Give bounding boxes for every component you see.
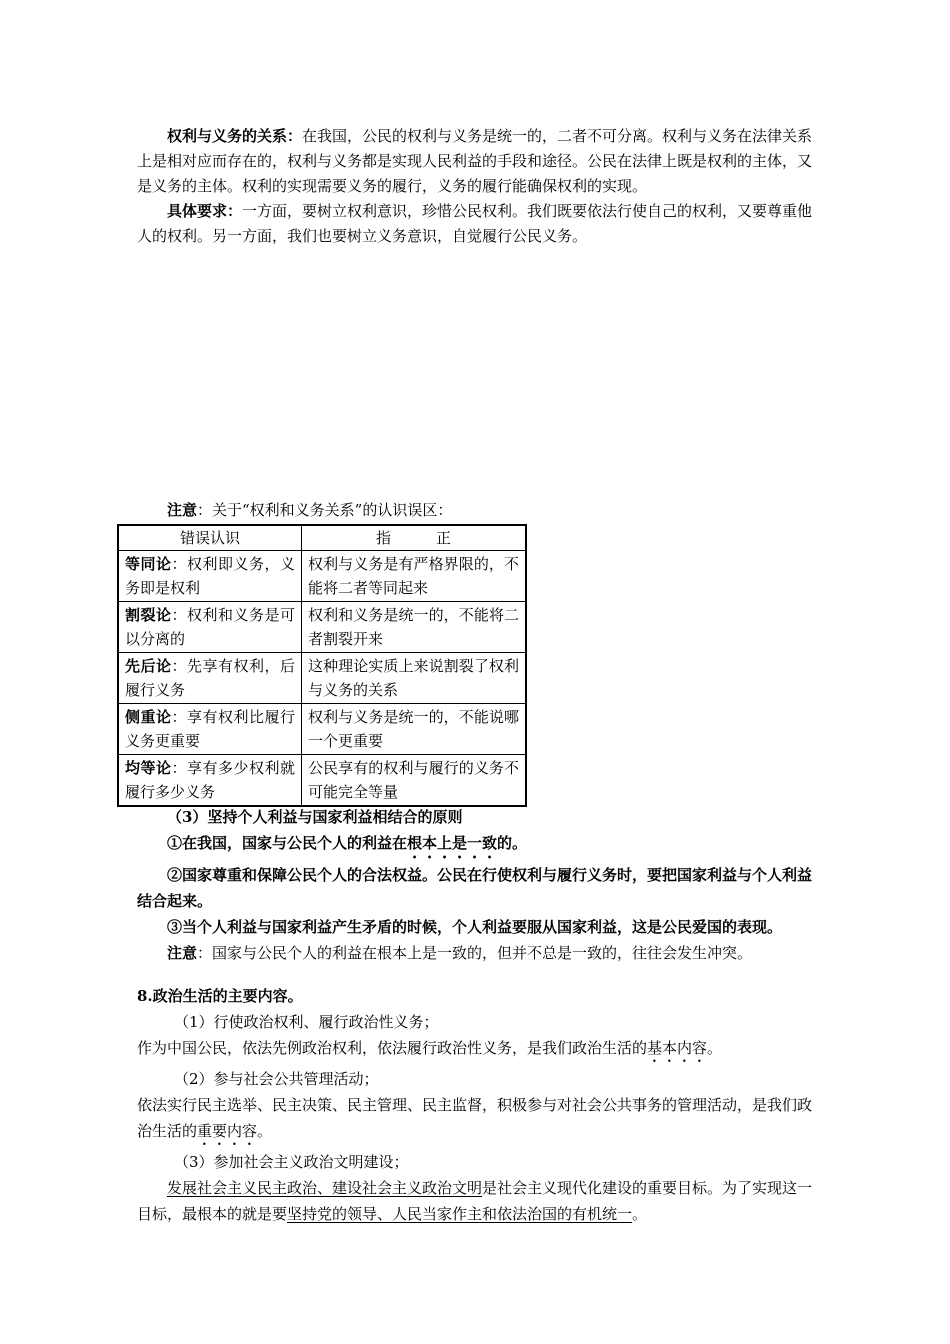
s2-a: 依法实行民主选举、民主决策、民主管理、民主监督，积极参与对社会公共事务的管理活动，是我们政治生活的 xyxy=(137,1096,813,1140)
cell-wrong xyxy=(118,755,302,807)
term-label: 均等论 xyxy=(125,759,172,777)
wrong-text: ：享有多少权利就履行多少义务 xyxy=(125,759,295,801)
table-header-row xyxy=(118,525,526,551)
politics-s3-title: （3）参加社会主义政治文明建设； xyxy=(174,1153,409,1171)
wrong-text: ：权利和义务是可以分离的 xyxy=(125,606,295,648)
section-political-life xyxy=(137,983,815,1227)
principle-item-1 xyxy=(137,830,815,862)
principle-item-2 xyxy=(137,862,815,914)
note-intro-label: 注意 xyxy=(167,501,198,519)
wrong-text: ：享有权利比履行义务更重要 xyxy=(125,708,295,750)
cell-correct: 权利与义务是统一的，不能说哪一个更重要 xyxy=(302,704,527,755)
cell-wrong xyxy=(118,704,302,755)
cell-correct: 这种理论实质上来说割裂了权利与义务的关系 xyxy=(302,653,527,704)
principle-heading-text: （3）坚持个人利益与国家利益相结合的原则 xyxy=(167,808,463,826)
term-label: 等同论 xyxy=(125,555,172,573)
cell-wrong xyxy=(118,551,302,602)
s3-underline-1: 发展社会主义民主政治、建设社会主义政治文明 xyxy=(167,1179,483,1197)
label-relationship: 权利与义务的关系： xyxy=(167,127,303,145)
cell-correct: 权利与义务是有严格界限的，不能将二者等同起来 xyxy=(302,551,527,602)
politics-heading-text: 8.政治生活的主要内容。 xyxy=(137,987,303,1005)
term-label: 侧重论 xyxy=(125,708,172,726)
politics-s2-title: （2）参与社会公共管理活动； xyxy=(174,1070,379,1088)
principle-note-text: ：国家与公民个人的利益在根本上是一致的，但并不总是一致的，往往会发生冲突。 xyxy=(197,944,753,962)
note-intro-text: ：关于“权利和义务关系”的认识误区： xyxy=(197,501,453,519)
s3-d: 。 xyxy=(632,1205,648,1223)
politics-s2-body xyxy=(137,1092,815,1149)
term-label: 割裂论 xyxy=(125,606,172,624)
cell-correct: 公民享有的权利与履行的义务不可能完全等量 xyxy=(302,755,527,807)
principle-item-3 xyxy=(137,914,815,940)
cell-correct: 权利和义务是统一的，不能将二者割裂开来 xyxy=(302,602,527,653)
text-relationship: 在我国，公民的权利与义务是统一的，二者不可分离。权利与义务在法律关系上是相对应而存在的，权利与义务都是实现人民利益的手段和途径。公民在法律上既是权利的主体，又是义务的主体。权利的实现需要义务的履行，义务的履行能确保权利的实现。 xyxy=(137,127,813,195)
s3-underline-2: 坚持党的领导、人民当家作主和依法治国的有机统一 xyxy=(287,1205,633,1223)
wrong-text: ：先享有权利，后履行义务 xyxy=(125,657,295,699)
s1-emphasis: 基本内容 xyxy=(647,1039,708,1057)
section-principle xyxy=(137,804,815,966)
s2-emphasis: 重要内容 xyxy=(197,1122,258,1140)
principle-note xyxy=(137,940,815,966)
cell-wrong xyxy=(118,602,302,653)
item1-a: ①在我国，国家与公民个人的利益在 xyxy=(167,834,408,852)
table-row xyxy=(118,755,526,807)
politics-s1-body xyxy=(137,1035,815,1066)
item1-c: 的。 xyxy=(497,834,528,852)
paragraph-requirements xyxy=(137,199,815,249)
table-header-wrong: 错误认识 xyxy=(118,525,302,551)
politics-heading xyxy=(137,983,815,1009)
misconception-table xyxy=(117,524,527,807)
label-requirements: 具体要求： xyxy=(167,202,243,220)
s2-c: 。 xyxy=(257,1122,273,1140)
section-rights-duties xyxy=(137,124,815,249)
item1-emphasis: 根本上是一致 xyxy=(407,834,498,852)
cell-wrong xyxy=(118,653,302,704)
item2-text: ②国家尊重和保障公民个人的合法权益。公民在行使权利与履行义务时，要把国家利益与个人利益结合起来。 xyxy=(137,866,813,910)
term-label: 先后论 xyxy=(125,657,172,675)
text-requirements: 一方面，要树立权利意识，珍惜公民权利。我们既要依法行使自己的权利，又要尊重他人的权利。另一方面，我们也要树立义务意识，自觉履行公民义务。 xyxy=(137,202,813,245)
item3-text: ③当个人利益与国家利益产生矛盾的时候，个人利益要服从国家利益，这是公民爱国的表现。 xyxy=(167,918,783,936)
s1-a: 作为中国公民，依法先例政治权利，依法履行政治性义务，是我们政治生活的 xyxy=(137,1039,648,1057)
wrong-text: ：权利即义务，义务即是权利 xyxy=(125,555,295,597)
paragraph-relationship xyxy=(137,124,815,199)
s3-b: 是社会主义现代化建设的重要目标。为了实现这一目标，最根本的就是要 xyxy=(137,1179,813,1223)
principle-heading xyxy=(137,804,815,830)
s1-c: 。 xyxy=(707,1039,723,1057)
table-row xyxy=(118,551,526,602)
principle-note-label: 注意 xyxy=(167,944,198,962)
note-intro xyxy=(137,498,815,523)
table-row xyxy=(118,602,526,653)
table-header-correct: 指 正 xyxy=(302,525,527,551)
politics-s3-body xyxy=(137,1175,815,1227)
politics-s1-title: （1）行使政治权利、履行政治性义务； xyxy=(174,1013,439,1031)
table-row xyxy=(118,653,526,704)
table-row xyxy=(118,704,526,755)
